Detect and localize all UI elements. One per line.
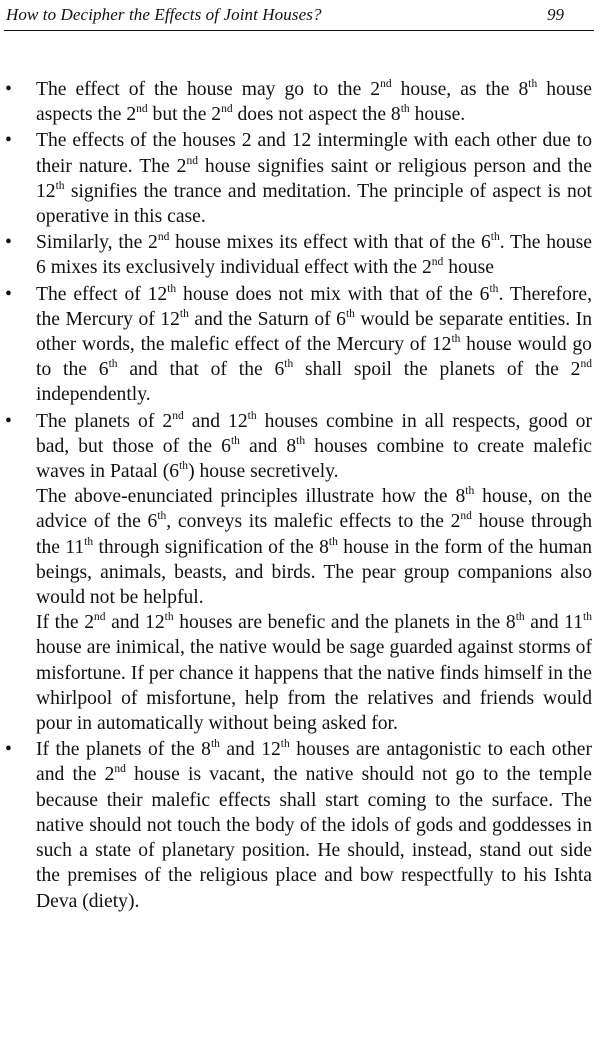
bullet-paragraph [0, 77, 600, 127]
bullet-marker: • [5, 130, 12, 152]
paragraph [0, 610, 600, 736]
paragraph-text: The above-enunciated principles illustrate how the 8th house, on the advice of the 6th, conveys its malefic effects to the 2nd house through the 11th through signification of the 8th house in the form of the human beings, animals, beasts, and birds. The pear group companions also would not be helpful. [36, 485, 593, 609]
bullet-marker: • [5, 283, 12, 305]
bullet-paragraph [0, 282, 600, 408]
paragraph-text: The effect of 12th house does not mix with that of the 6th. Therefore, the Mercury of 12th and the Saturn of 6th would be separate entities. In other words, the malefic effect of the Mercury of 12th house would go to the 6th and that of the 6th shall spoil the planets of the 2nd independently. [36, 282, 592, 406]
paragraph-text: The planets of 2nd and 12th houses combine in all respects, good or bad, but those of the 6th and 8th houses combine to create malefic waves in Pataal (6th) house secretively. [36, 409, 593, 483]
paragraph-text: If the 2nd and 12th houses are benefic and the planets in the 8th and 11th house are inimical, the native would be sage guarded against storms of misfortune. If per chance it happens that the native finds himself in the whirlpool of misfortune, help from the relatives and friends would pour in automatically without being asked for. [36, 611, 592, 735]
bullet-paragraph [0, 128, 600, 229]
paragraph-text: The effect of the house may go to the 2nd house, as the 8th house aspects the 2nd but the 2nd does not aspect the 8th house. [36, 78, 592, 126]
paragraph-text: The effects of the houses 2 and 12 intermingle with each other due to their nature. The 2nd house signifies saint or religious person and the 12th signifies the trance and meditation. The principle of aspect is not operative in this case. [36, 130, 592, 228]
bullet-marker: • [5, 739, 12, 761]
paragraph [0, 484, 600, 610]
running-header [4, 0, 594, 31]
bullet-marker: • [5, 410, 12, 432]
bullet-paragraph [0, 737, 600, 913]
paragraph-text: Similarly, the 2nd house mixes its effect with that of the 6th. The house 6 mixes its exclusively individual effect with the 2nd house [36, 231, 592, 279]
paragraph-text: If the planets of the 8th and 12th houses are antagonistic to each other and the 2nd house is vacant, the native should not go to the temple because their malefic effects shall start coming to the surface. The native should not touch the body of the idols of gods and goddesses in such a state of planetary position. He should, instead, stand out side the premises of the religious place and bow respectfully to his Ishta Deva (diety). [36, 738, 592, 912]
bullet-paragraph [0, 409, 600, 485]
running-title: How to Decipher the Effects of Joint Houses? [6, 5, 322, 24]
bullet-marker: • [5, 79, 12, 100]
bullet-marker: • [5, 232, 12, 254]
body-text [0, 76, 600, 914]
bullet-paragraph [0, 230, 600, 280]
page-number: 99 [547, 5, 564, 24]
